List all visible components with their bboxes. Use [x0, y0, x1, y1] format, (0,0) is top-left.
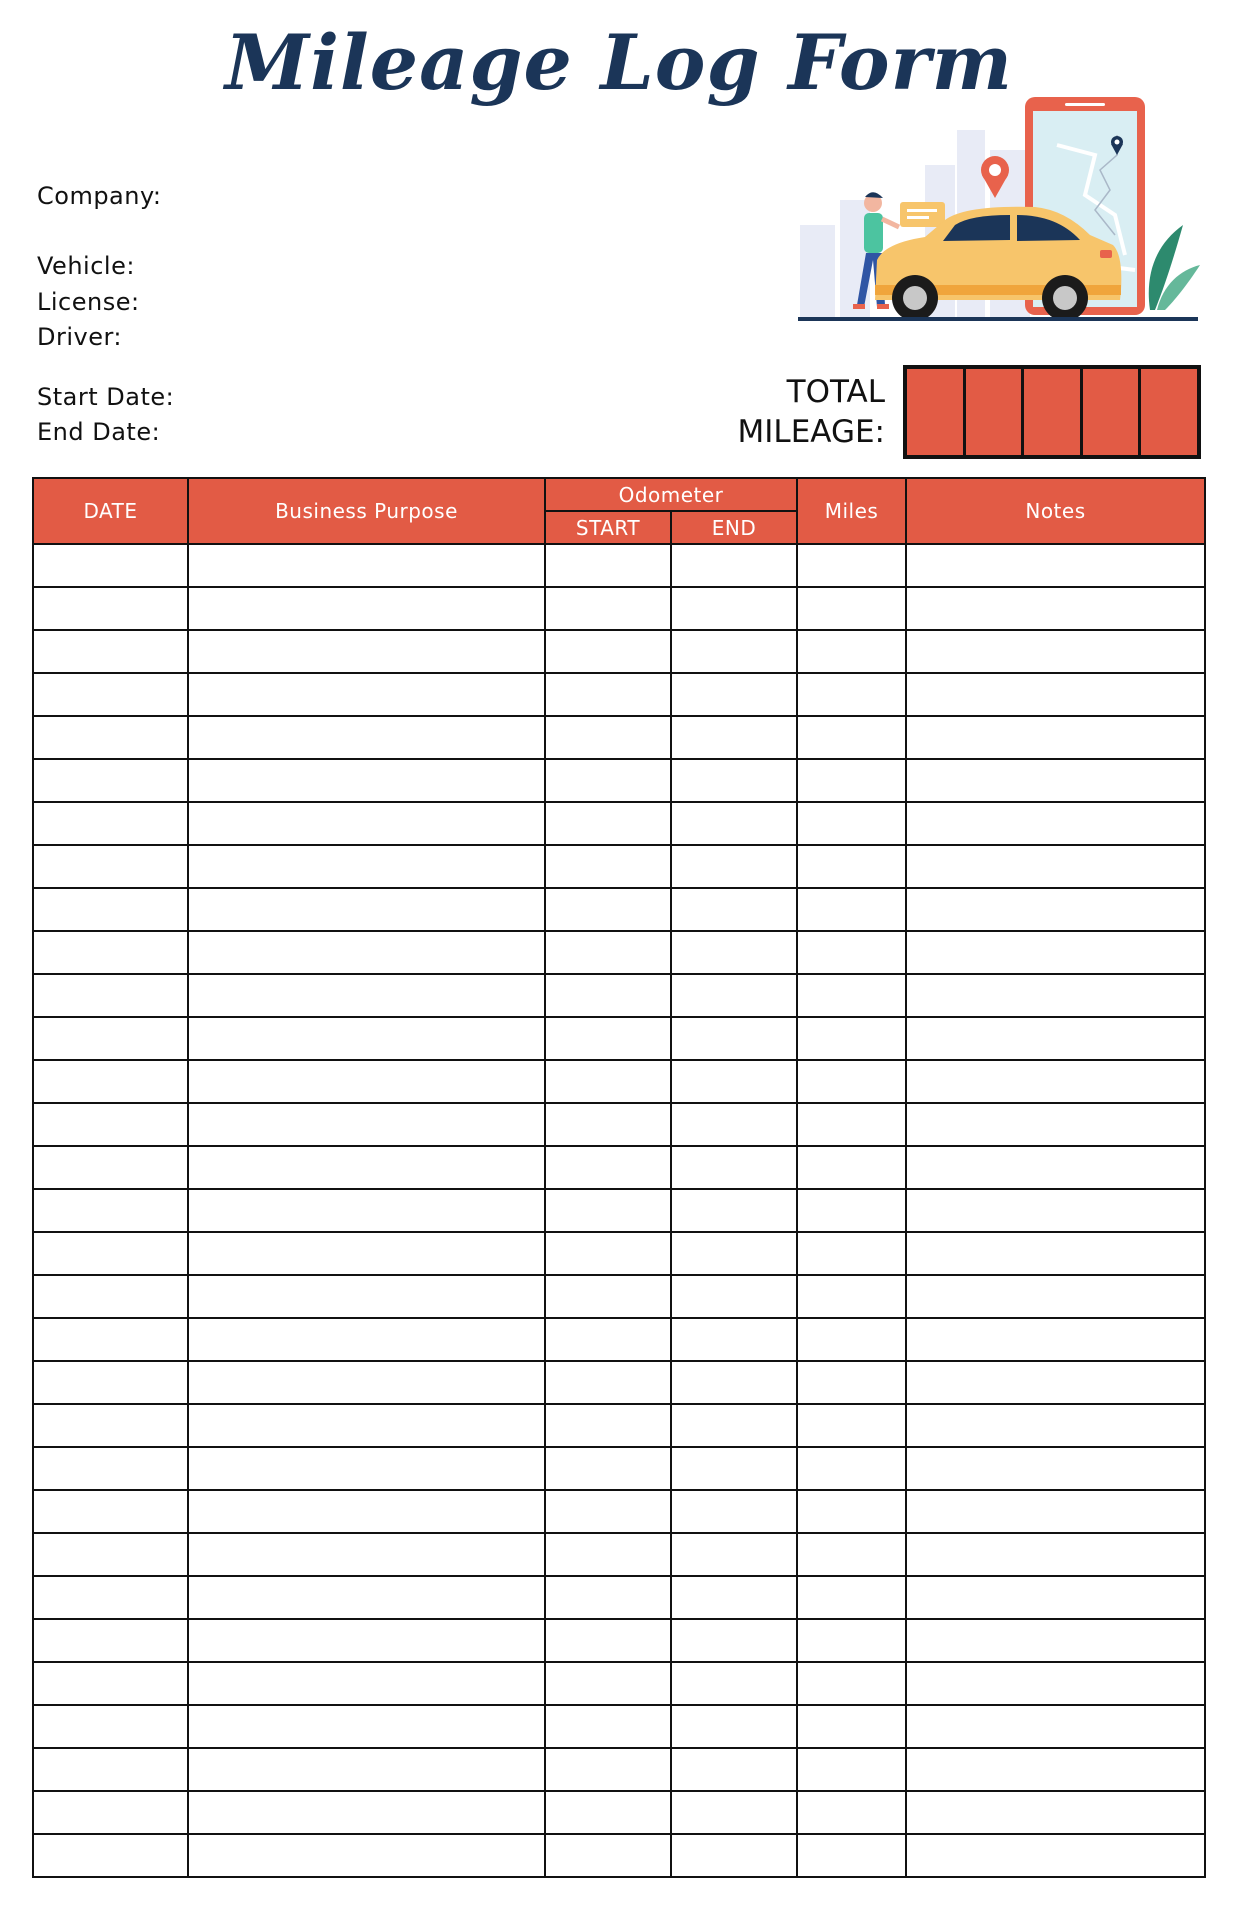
date-cell[interactable] — [33, 544, 188, 587]
purpose-cell[interactable] — [188, 1662, 545, 1705]
table-row — [33, 673, 1205, 716]
total-mileage-boxes — [903, 365, 1201, 459]
start-date-label: Start Date: — [37, 383, 175, 411]
date-cell[interactable] — [33, 1103, 188, 1146]
date-cell[interactable] — [33, 1791, 188, 1834]
purpose-cell[interactable] — [188, 1834, 545, 1877]
miles-cell[interactable] — [797, 1748, 906, 1791]
date-cell[interactable] — [33, 1060, 188, 1103]
table-row — [33, 1748, 1205, 1791]
notes-cell[interactable] — [906, 1662, 1205, 1705]
table-row — [33, 1533, 1205, 1576]
odometer-end-cell[interactable] — [671, 802, 797, 845]
notes-cell[interactable] — [906, 544, 1205, 587]
odometer-start-cell[interactable] — [545, 845, 671, 888]
miles-cell[interactable] — [797, 759, 906, 802]
odometer-end-cell[interactable] — [671, 673, 797, 716]
odometer-start-cell[interactable] — [545, 759, 671, 802]
odometer-start-cell[interactable] — [545, 1189, 671, 1232]
notes-cell[interactable] — [906, 630, 1205, 673]
total-mileage-digit-box[interactable] — [1141, 369, 1197, 455]
date-cell[interactable] — [33, 802, 188, 845]
purpose-cell[interactable] — [188, 1275, 545, 1318]
odometer-start-cell[interactable] — [545, 888, 671, 931]
date-cell[interactable] — [33, 1619, 188, 1662]
odometer-end-cell[interactable] — [671, 1533, 797, 1576]
notes-cell[interactable] — [906, 1017, 1205, 1060]
odometer-end-cell[interactable] — [671, 1232, 797, 1275]
purpose-cell[interactable] — [188, 630, 545, 673]
table-row — [33, 1060, 1205, 1103]
odometer-end-cell[interactable] — [671, 1017, 797, 1060]
notes-cell[interactable] — [906, 1060, 1205, 1103]
header-miles: Miles — [797, 478, 906, 544]
table-row — [33, 1490, 1205, 1533]
table-row — [33, 1318, 1205, 1361]
miles-cell[interactable] — [797, 802, 906, 845]
purpose-cell[interactable] — [188, 1748, 545, 1791]
driver-label: Driver: — [37, 323, 123, 351]
odometer-end-cell[interactable] — [671, 759, 797, 802]
purpose-cell[interactable] — [188, 802, 545, 845]
miles-cell[interactable] — [797, 1146, 906, 1189]
table-row — [33, 1017, 1205, 1060]
purpose-cell[interactable] — [188, 1533, 545, 1576]
miles-cell[interactable] — [797, 544, 906, 587]
notes-cell[interactable] — [906, 1361, 1205, 1404]
table-row — [33, 1662, 1205, 1705]
notes-cell[interactable] — [906, 1834, 1205, 1877]
odometer-end-cell[interactable] — [671, 544, 797, 587]
table-row — [33, 759, 1205, 802]
notes-cell[interactable] — [906, 1318, 1205, 1361]
purpose-cell[interactable] — [188, 544, 545, 587]
odometer-start-cell[interactable] — [545, 716, 671, 759]
purpose-cell[interactable] — [188, 888, 545, 931]
notes-cell[interactable] — [906, 1447, 1205, 1490]
plant-illustration — [1149, 225, 1200, 310]
odometer-start-cell[interactable] — [545, 1619, 671, 1662]
date-cell[interactable] — [33, 1576, 188, 1619]
odometer-end-cell[interactable] — [671, 1189, 797, 1232]
miles-cell[interactable] — [797, 1232, 906, 1275]
date-cell[interactable] — [33, 587, 188, 630]
odometer-start-cell[interactable] — [545, 1404, 671, 1447]
log-body — [33, 544, 1205, 1877]
date-cell[interactable] — [33, 1834, 188, 1877]
notes-cell[interactable] — [906, 1748, 1205, 1791]
end-date-label: End Date: — [37, 418, 161, 446]
odometer-start-cell[interactable] — [545, 1103, 671, 1146]
notes-cell[interactable] — [906, 1576, 1205, 1619]
purpose-cell[interactable] — [188, 1318, 545, 1361]
table-row — [33, 1834, 1205, 1877]
notes-cell[interactable] — [906, 1705, 1205, 1748]
notes-cell[interactable] — [906, 1275, 1205, 1318]
date-cell[interactable] — [33, 1748, 188, 1791]
date-cell[interactable] — [33, 974, 188, 1017]
odometer-start-cell[interactable] — [545, 1447, 671, 1490]
purpose-cell[interactable] — [188, 1146, 545, 1189]
odometer-end-cell[interactable] — [671, 1791, 797, 1834]
odometer-start-cell[interactable] — [545, 1490, 671, 1533]
odometer-start-cell[interactable] — [545, 1232, 671, 1275]
total-mileage-label — [700, 372, 885, 452]
purpose-cell[interactable] — [188, 587, 545, 630]
table-row — [33, 544, 1205, 587]
table-row — [33, 1705, 1205, 1748]
date-cell[interactable] — [33, 630, 188, 673]
purpose-cell[interactable] — [188, 1619, 545, 1662]
odometer-end-cell[interactable] — [671, 845, 797, 888]
table-row — [33, 1576, 1205, 1619]
miles-cell[interactable] — [797, 888, 906, 931]
table-row — [33, 1103, 1205, 1146]
date-cell[interactable] — [33, 845, 188, 888]
odometer-end-cell[interactable] — [671, 974, 797, 1017]
odometer-end-cell[interactable] — [671, 1576, 797, 1619]
purpose-cell[interactable] — [188, 1447, 545, 1490]
date-cell[interactable] — [33, 1146, 188, 1189]
miles-cell[interactable] — [797, 1361, 906, 1404]
odometer-end-cell[interactable] — [671, 587, 797, 630]
purpose-cell[interactable] — [188, 1404, 545, 1447]
miles-cell[interactable] — [797, 845, 906, 888]
purpose-cell[interactable] — [188, 1361, 545, 1404]
odometer-start-cell[interactable] — [545, 1662, 671, 1705]
table-row — [33, 888, 1205, 931]
purpose-cell[interactable] — [188, 759, 545, 802]
table-row — [33, 1146, 1205, 1189]
miles-cell[interactable] — [797, 1447, 906, 1490]
notes-cell[interactable] — [906, 974, 1205, 1017]
odometer-start-cell[interactable] — [545, 544, 671, 587]
purpose-cell[interactable] — [188, 1791, 545, 1834]
date-cell[interactable] — [33, 888, 188, 931]
company-label: Company: — [37, 182, 162, 210]
header-odometer-end: END — [671, 511, 797, 544]
miles-cell[interactable] — [797, 974, 906, 1017]
date-cell[interactable] — [33, 1189, 188, 1232]
miles-cell[interactable] — [797, 1103, 906, 1146]
table-row — [33, 1619, 1205, 1662]
total-mileage-digit-box[interactable] — [966, 369, 1025, 455]
odometer-start-cell[interactable] — [545, 1791, 671, 1834]
odometer-end-cell[interactable] — [671, 1060, 797, 1103]
notes-cell[interactable] — [906, 673, 1205, 716]
miles-cell[interactable] — [797, 1189, 906, 1232]
miles-cell[interactable] — [797, 1791, 906, 1834]
vehicle-label: Vehicle: — [37, 252, 135, 280]
notes-cell[interactable] — [906, 1189, 1205, 1232]
miles-cell[interactable] — [797, 587, 906, 630]
purpose-cell[interactable] — [188, 1576, 545, 1619]
date-cell[interactable] — [33, 1275, 188, 1318]
date-cell[interactable] — [33, 1017, 188, 1060]
car-illustration — [795, 95, 1205, 325]
notes-cell[interactable] — [906, 1791, 1205, 1834]
miles-cell[interactable] — [797, 1705, 906, 1748]
total-label-line1: TOTAL — [786, 374, 885, 410]
notes-cell[interactable] — [906, 1490, 1205, 1533]
notes-cell[interactable] — [906, 716, 1205, 759]
mileage-log-table — [32, 477, 1206, 1878]
header-business-purpose: Business Purpose — [188, 478, 545, 544]
notes-cell[interactable] — [906, 1103, 1205, 1146]
notes-cell[interactable] — [906, 587, 1205, 630]
odometer-start-cell[interactable] — [545, 1533, 671, 1576]
odometer-start-cell[interactable] — [545, 802, 671, 845]
odometer-start-cell[interactable] — [545, 1705, 671, 1748]
miles-cell[interactable] — [797, 1060, 906, 1103]
purpose-cell[interactable] — [188, 673, 545, 716]
notes-cell[interactable] — [906, 1146, 1205, 1189]
table-row — [33, 630, 1205, 673]
purpose-cell[interactable] — [188, 931, 545, 974]
notes-cell[interactable] — [906, 931, 1205, 974]
miles-cell[interactable] — [797, 1318, 906, 1361]
odometer-start-cell[interactable] — [545, 1060, 671, 1103]
date-cell[interactable] — [33, 1361, 188, 1404]
miles-cell[interactable] — [797, 1533, 906, 1576]
miles-cell[interactable] — [797, 1490, 906, 1533]
miles-cell[interactable] — [797, 1834, 906, 1877]
odometer-end-cell[interactable] — [671, 1619, 797, 1662]
miles-cell[interactable] — [797, 1017, 906, 1060]
miles-cell[interactable] — [797, 716, 906, 759]
odometer-end-cell[interactable] — [671, 630, 797, 673]
miles-cell[interactable] — [797, 1404, 906, 1447]
table-row — [33, 1232, 1205, 1275]
odometer-start-cell[interactable] — [545, 1017, 671, 1060]
odometer-end-cell[interactable] — [671, 1662, 797, 1705]
date-cell[interactable] — [33, 1705, 188, 1748]
miles-cell[interactable] — [797, 1662, 906, 1705]
header-odometer-start: START — [545, 511, 671, 544]
odometer-start-cell[interactable] — [545, 1576, 671, 1619]
table-row — [33, 1404, 1205, 1447]
odometer-start-cell[interactable] — [545, 630, 671, 673]
date-cell[interactable] — [33, 673, 188, 716]
table-row — [33, 845, 1205, 888]
total-mileage-digit-box[interactable] — [907, 369, 966, 455]
table-row — [33, 1791, 1205, 1834]
odometer-start-cell[interactable] — [545, 587, 671, 630]
date-cell[interactable] — [33, 1490, 188, 1533]
miles-cell[interactable] — [797, 673, 906, 716]
table-row — [33, 1447, 1205, 1490]
date-cell[interactable] — [33, 1404, 188, 1447]
header-odometer: Odometer — [545, 478, 797, 511]
notes-cell[interactable] — [906, 1404, 1205, 1447]
license-label: License: — [37, 288, 140, 316]
date-cell[interactable] — [33, 1533, 188, 1576]
page-title: Mileage Log Form — [224, 18, 1014, 107]
odometer-start-cell[interactable] — [545, 931, 671, 974]
notes-cell[interactable] — [906, 1619, 1205, 1662]
purpose-cell[interactable] — [188, 1490, 545, 1533]
notes-cell[interactable] — [906, 845, 1205, 888]
odometer-end-cell[interactable] — [671, 888, 797, 931]
table-row — [33, 587, 1205, 630]
odometer-end-cell[interactable] — [671, 1490, 797, 1533]
purpose-cell[interactable] — [188, 1103, 545, 1146]
header-date: DATE — [33, 478, 188, 544]
miles-cell[interactable] — [797, 931, 906, 974]
date-cell[interactable] — [33, 1447, 188, 1490]
odometer-start-cell[interactable] — [545, 1146, 671, 1189]
odometer-start-cell[interactable] — [545, 1748, 671, 1791]
notes-cell[interactable] — [906, 802, 1205, 845]
miles-cell[interactable] — [797, 1576, 906, 1619]
date-cell[interactable] — [33, 716, 188, 759]
notes-cell[interactable] — [906, 759, 1205, 802]
odometer-end-cell[interactable] — [671, 1361, 797, 1404]
odometer-end-cell[interactable] — [671, 1103, 797, 1146]
notes-cell[interactable] — [906, 888, 1205, 931]
purpose-cell[interactable] — [188, 1232, 545, 1275]
odometer-end-cell[interactable] — [671, 1705, 797, 1748]
date-cell[interactable] — [33, 759, 188, 802]
total-mileage-digit-box[interactable] — [1083, 369, 1142, 455]
date-cell[interactable] — [33, 1662, 188, 1705]
odometer-end-cell[interactable] — [671, 1275, 797, 1318]
odometer-start-cell[interactable] — [545, 974, 671, 1017]
miles-cell[interactable] — [797, 1275, 906, 1318]
odometer-end-cell[interactable] — [671, 1318, 797, 1361]
total-label-line2: MILEAGE: — [737, 414, 885, 450]
table-row — [33, 716, 1205, 759]
table-row — [33, 931, 1205, 974]
date-cell[interactable] — [33, 1232, 188, 1275]
notes-cell[interactable] — [906, 1232, 1205, 1275]
notes-cell[interactable] — [906, 1533, 1205, 1576]
odometer-start-cell[interactable] — [545, 1318, 671, 1361]
odometer-start-cell[interactable] — [545, 1834, 671, 1877]
date-cell[interactable] — [33, 931, 188, 974]
table-row — [33, 1275, 1205, 1318]
miles-cell[interactable] — [797, 630, 906, 673]
odometer-end-cell[interactable] — [671, 931, 797, 974]
odometer-start-cell[interactable] — [545, 1361, 671, 1404]
odometer-start-cell[interactable] — [545, 1275, 671, 1318]
odometer-end-cell[interactable] — [671, 1404, 797, 1447]
odometer-end-cell[interactable] — [671, 1748, 797, 1791]
header-notes: Notes — [906, 478, 1205, 544]
odometer-end-cell[interactable] — [671, 1447, 797, 1490]
table-row — [33, 1361, 1205, 1404]
odometer-start-cell[interactable] — [545, 673, 671, 716]
purpose-cell[interactable] — [188, 845, 545, 888]
total-mileage-digit-box[interactable] — [1024, 369, 1083, 455]
purpose-cell[interactable] — [188, 1017, 545, 1060]
odometer-end-cell[interactable] — [671, 1146, 797, 1189]
table-row — [33, 1189, 1205, 1232]
purpose-cell[interactable] — [188, 716, 545, 759]
miles-cell[interactable] — [797, 1619, 906, 1662]
table-row — [33, 974, 1205, 1017]
purpose-cell[interactable] — [188, 1189, 545, 1232]
date-cell[interactable] — [33, 1318, 188, 1361]
odometer-end-cell[interactable] — [671, 716, 797, 759]
table-row — [33, 802, 1205, 845]
purpose-cell[interactable] — [188, 1060, 545, 1103]
odometer-end-cell[interactable] — [671, 1834, 797, 1877]
purpose-cell[interactable] — [188, 1705, 545, 1748]
purpose-cell[interactable] — [188, 974, 545, 1017]
